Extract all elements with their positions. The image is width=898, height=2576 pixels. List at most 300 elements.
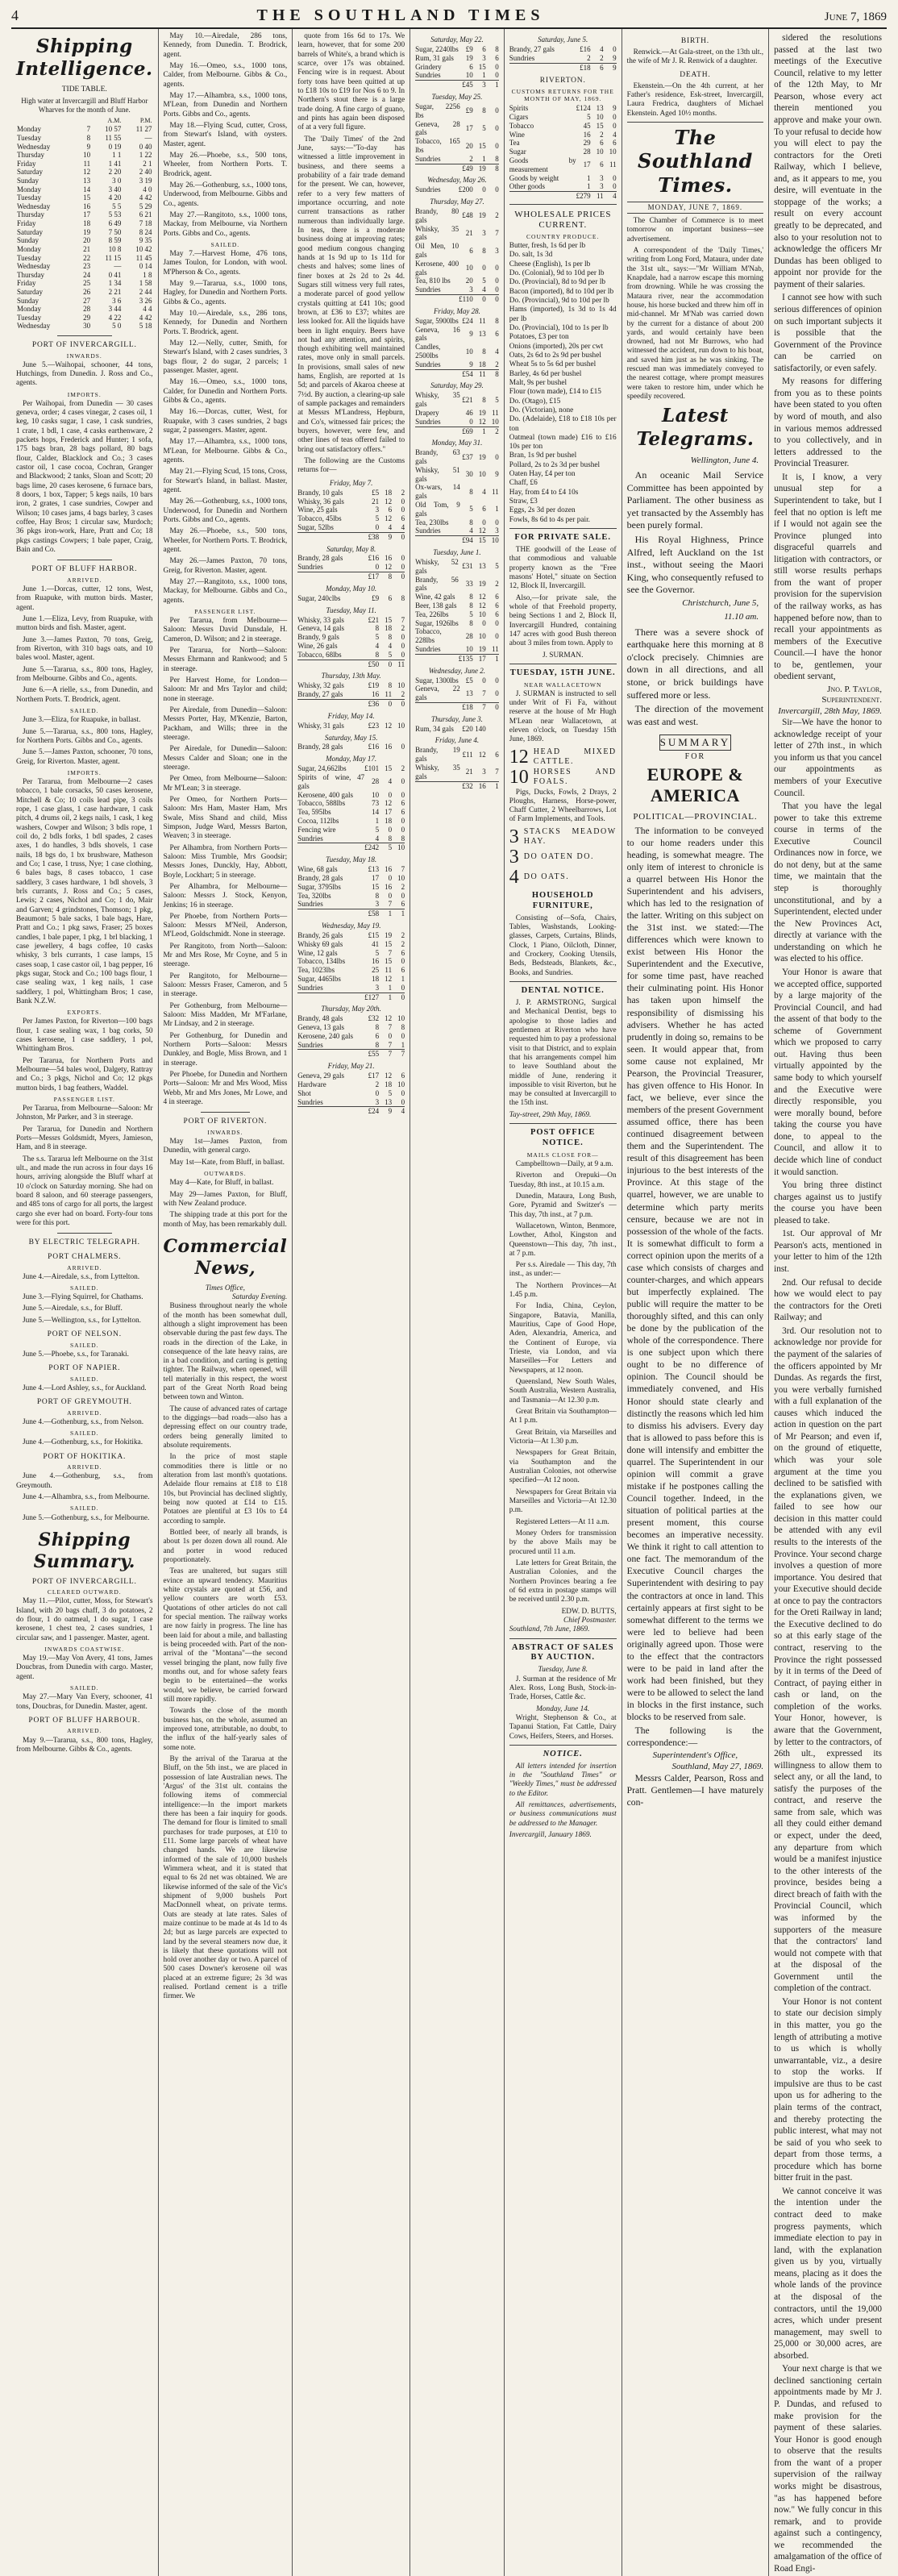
passenger-entry: Per Omeo, for Northern Ports—Saloon: Mrs Ham, Master Ham, Mrs Swale, Miss Shand and child, Miss Simpson, Judge Ward, Messrs Barton, Weaven; 3 in steerage. <box>163 795 288 841</box>
customs-table <box>297 931 405 1001</box>
customs-value: 6 <box>401 948 405 957</box>
telegram-text: An oceanic Mail Service Committee has been appointed by Parliament. The other business as yet transacted by the Assembly has been purely formal. <box>626 468 764 531</box>
tide-cell-pm: 3 19 <box>139 177 152 185</box>
customs-value: £11 <box>462 750 473 759</box>
customs-row <box>509 156 617 174</box>
subheading: INWARDS COASTWISE. <box>44 1645 125 1653</box>
customs-value: 5 <box>482 277 486 285</box>
tide-cell-pm: 3 26 <box>139 296 152 305</box>
tide-cell-pm: 2 44 <box>139 287 152 296</box>
tide-cell-am: 4 22 <box>108 313 122 322</box>
customs-total: 7 <box>392 1050 405 1059</box>
tide-cell-d: Thursday <box>17 270 44 279</box>
dateline: Wellington, June 4. <box>690 455 759 465</box>
price-item: Bacon (imported), 8d to 10d per lb <box>509 287 614 296</box>
tide-cell-am: 5 53 <box>108 210 122 219</box>
subheading: NEAR WALLACETOWN <box>524 680 602 689</box>
customs-value: 15 <box>478 62 486 71</box>
customs-total-row <box>415 536 499 545</box>
customs-value: 17 <box>465 123 473 132</box>
customs-value: 6 <box>469 62 473 71</box>
customs-row <box>297 722 405 730</box>
section-heading: BY ELECTRIC TELEGRAPH. <box>28 1238 140 1247</box>
customs-value: 0 <box>495 285 499 294</box>
customs-value: £13 <box>368 865 380 874</box>
customs-value: 1 <box>587 182 591 191</box>
customs-value: 10 <box>397 721 405 730</box>
advert-signature: EDW. D. BUTTS, <box>561 1607 617 1616</box>
shipping-entry: May 21.—Flying Scud, 15 tons, Cross, for Stewart's Island, in ballast. Master, agent. <box>163 468 288 494</box>
customs-total <box>297 1050 366 1059</box>
customs-total-row <box>415 295 499 304</box>
passenger-entry: Per Alhambra, for Melbourne—Saloon: Messrs J. Stock, Kenyon, Jenkins; 16 in steerage. <box>163 882 288 909</box>
customs-total <box>415 427 460 435</box>
customs-total: 11 <box>392 660 405 668</box>
lot-number: 3 <box>509 847 519 868</box>
customs-row <box>297 642 405 651</box>
customs-value: 19 <box>478 579 486 588</box>
day-heading: Monday, May 10. <box>326 584 377 593</box>
day-heading: Tuesday, May 11. <box>326 606 376 614</box>
article-paragraph: Towards the close of the month business has, on the whole, assumed an improved tone, attributable, no doubt, to the influx of the half-yearly sales of some note. <box>163 1707 288 1752</box>
customs-value: £48 <box>462 211 473 220</box>
customs-item: Brandy, 63 gals <box>415 448 460 466</box>
price-item: Hams (imported), 1s 3d to 1s 4d per lb <box>509 306 617 323</box>
tide-cell-am: 3 40 <box>108 185 122 194</box>
tide-row <box>16 160 153 169</box>
customs-item: Tea, 1023lbs <box>297 966 335 975</box>
customs-value: 0 <box>401 497 405 506</box>
passenger-entry: Per Tararua, for North—Saloon: Messrs Ehrmann and Rankwood; and 5 in steerage. <box>163 646 288 673</box>
tide-cell-pm: 4 0 <box>143 185 152 194</box>
dateline: Times Office, <box>205 1284 245 1292</box>
customs-row <box>297 1014 405 1023</box>
summary-label: SUMMARY <box>659 735 731 751</box>
customs-value: 8 <box>482 246 486 255</box>
customs-row <box>297 1098 405 1107</box>
customs-value: 0 <box>401 1097 405 1106</box>
price-item: Potatoes, £3 per ton <box>509 333 569 342</box>
customs-row <box>415 343 499 360</box>
customs-value: 3 <box>495 246 499 255</box>
customs-row <box>509 139 617 148</box>
shipping-entry: June 4.—Alhambra, s.s., from Melbourne. <box>23 1493 150 1502</box>
customs-value: 11 <box>385 690 393 699</box>
customs-item: Brandy, 9 gals <box>297 633 339 642</box>
customs-total: 9 <box>604 63 617 72</box>
customs-value: 3 <box>600 182 604 191</box>
customs-total: 1 <box>379 993 392 1001</box>
customs-row <box>297 690 405 699</box>
customs-table <box>297 681 405 708</box>
day-heading: Wednesday, June 2. <box>428 666 486 675</box>
customs-value: 8 <box>401 1023 405 1032</box>
customs-value: 6 <box>495 601 499 610</box>
customs-row <box>415 409 499 418</box>
shipping-entry: June 6.—A rielle, s.s., from Dunedin, and Northern Ports. T. Brodrick, agent. <box>16 686 153 704</box>
customs-value: 0 <box>495 264 499 273</box>
customs-value: 8 <box>375 624 380 633</box>
tide-cell-am: 6 49 <box>108 219 122 228</box>
customs-row <box>415 207 499 225</box>
customs-row <box>415 317 499 326</box>
customs-item: Hardware <box>297 1080 326 1089</box>
customs-value: 0 <box>401 641 405 650</box>
customs-value: 15 <box>385 615 393 624</box>
customs-table <box>415 448 499 545</box>
price-item: Pollard, 2s to 2s 3d per bushel <box>509 460 601 469</box>
customs-value: 18 <box>385 488 393 497</box>
customs-table <box>297 594 405 603</box>
customs-row <box>297 808 405 817</box>
shipping-entry: June 5.—Phoebe, s.s., for Taranaki. <box>23 1350 129 1359</box>
tide-row <box>16 271 153 280</box>
customs-value: 2 <box>587 53 591 62</box>
price-item: Eggs, 2s 3d per dozen <box>509 506 576 515</box>
tide-cell-am: 0 41 <box>108 270 122 279</box>
customs-value: 0 <box>495 106 499 115</box>
customs-value: 1 <box>401 974 405 983</box>
nameplate-date: MONDAY, JUNE 7, 1869. <box>627 202 763 214</box>
customs-table <box>297 1072 405 1116</box>
customs-value: 8 <box>375 650 380 659</box>
shipping-entry: Per Waihopai, from Dunedin — 30 cases geneva, order; 4 cases vinegar, 2 cases oil, 1 keg, 10 casks sugar, 1 case, 1 cask sundries, 1 crate, 1 bdl, 1 case, 4 casks earthenware, 2 packets hops, Frederick and Hunter; 1 sofa, 175 bags bran, 28 bags pollard, 80 bags flour, Calder, Blacklock and Co.; 3 cases castor oil, 1 case cocoa, Cochran, Granger and Blackwood; 2 tanks, Sloan and Scott; 20 bags lime, 20 cases kerosene, 6 furnace bars, 8 doors, 1 box, Tapper; 5 kegs nails, 10 bars iron, 2 grates, 1 case sundries, Cowper and Wilson; 10 cases jams, 4 bags barley, 3 cases coffee, Hay Bros; 1 circular saw, Murdoch; 36 pkgs iron-work, Hare, Pratt and Co; 18 pkgs castings Cowpers; 1 bale paper, Craig, Bain and Co. <box>16 399 153 555</box>
customs-value: 10 <box>478 631 486 640</box>
customs-total <box>297 1107 366 1116</box>
customs-table <box>297 554 405 581</box>
customs-row <box>297 834 405 843</box>
customs-value: 10 <box>465 644 473 653</box>
price-list <box>509 242 617 525</box>
letter-paragraph: Your Honor is not content to state our decision simply in this matter, you go the length of attributing a motive to us which is wholly unwarrantable, viz., a desire to stop the works. If impulsive are thus to be cast upon us for adhering to the plain terms of the contract, and thereby protecting the public interest, what may not be said of you who seek to depart from those terms, a procedure which has borne bitter fruit in the past. <box>774 1996 882 2183</box>
customs-row <box>297 957 405 966</box>
telegram-text: His Royal Highness, Prince Alfred, left Auckland on the 1st inst., without seeing the Maori King, who consequently refused to see the Governor. <box>626 533 764 596</box>
mail-close-item: Newspapers for Great Britain, via Southampton and the Australian Colonies, not otherwise specified—At 12 noon. <box>509 1449 617 1485</box>
customs-item: Sundries <box>297 834 323 843</box>
customs-value: 20 <box>465 141 473 150</box>
europe-america-heading: EUROPE & AMERICA <box>646 764 744 806</box>
passenger-entry: Per Alhambra, from Northern Ports—Saloon: Miss Trumble, Mrs Goodsir; Messrs Jones, Dunckly, Hay, Abbott, Boyle, Lockhart; 5 in steerage. <box>163 843 288 880</box>
lot-text: DO OATS. <box>523 872 570 882</box>
customs-total-row <box>297 572 405 581</box>
customs-item: Brandy, 27 gals <box>509 44 555 53</box>
customs-value: 20 <box>465 277 473 285</box>
customs-value: 10 <box>478 610 486 618</box>
customs-value: 5 <box>469 505 473 514</box>
notice-text: Ekenstein.—On the 4th current, at her Father's residence, Esk-street, Invercargill, Laura Fredrica, daughters of Michael Ekenstein. Aged 10½ months. <box>626 81 764 118</box>
tide-row <box>16 185 153 194</box>
customs-row <box>297 791 405 800</box>
day-heading: Friday, May 14. <box>327 711 375 720</box>
issue-date: June 7, 1869 <box>824 10 887 23</box>
article-paragraph: A correspondent of the 'Daily Times,' writing from Long Ford, Mataura, under date the 31st ult., says:—"Mr William M'Nab, Knapdale, had a narrow escape this morning from drowning. While he was crossing the Mataura river, near the accommodation house, his horse bucked and threw him off in mid-channel. Mr M'Nab was carried down by the current for a distance of about 200 yards, and would certainly have been drowned, had not Mr Burrows, who had witnessed the accident, run down to his boat, and saved him just as he was sinking. The rescued man was immediately conveyed to the nearest cottage, where prompt measures were taken to restore him, under which he speedily recovered. <box>626 246 764 402</box>
subheading: ARRIVED. <box>67 1727 102 1735</box>
customs-row <box>297 1032 405 1041</box>
customs-value: 21 <box>372 497 380 506</box>
advert-heading: FOR PRIVATE SALE. <box>514 533 612 543</box>
customs-value: 8 <box>375 1023 380 1032</box>
day-heading: Saturday, May 22. <box>430 35 484 44</box>
customs-value: 4 <box>375 641 380 650</box>
tide-cell-pm: 9 35 <box>139 236 152 245</box>
customs-value: 0 <box>469 417 473 426</box>
customs-value: 12 <box>385 514 393 523</box>
tide-cell-am: 10 57 <box>105 125 122 134</box>
customs-value: 8 <box>469 618 473 627</box>
customs-item: Whisky, 33 gals <box>297 615 344 624</box>
customs-value: 3 <box>375 506 380 514</box>
tide-row <box>16 236 153 245</box>
customs-value: £124 <box>576 104 591 113</box>
customs-item: Sundries <box>415 526 441 535</box>
subheading: SAILED. <box>210 240 240 248</box>
tide-cell-n: 11 <box>83 159 91 168</box>
customs-item: Sundries <box>297 563 323 572</box>
customs-value: 11 <box>492 487 499 496</box>
mail-close-item: Newspapers for Great Britain via Marseilles and Victoria—At 12.30 p.m. <box>509 1488 617 1515</box>
customs-total: £127 <box>364 993 380 1001</box>
customs-value: 4 <box>388 777 393 786</box>
customs-value: 0 <box>401 1031 405 1040</box>
customs-value: 2 <box>401 939 405 948</box>
customs-table <box>415 725 499 734</box>
customs-row <box>509 148 617 156</box>
customs-row <box>415 155 499 164</box>
customs-value: 0 <box>375 522 380 531</box>
tide-cell-n: 25 <box>83 279 91 288</box>
customs-total-row <box>415 781 499 790</box>
customs-item: Drapery <box>415 408 439 417</box>
subheading: SAILED. <box>69 1429 99 1438</box>
customs-value: 28 <box>372 777 380 786</box>
customs-row <box>415 242 499 260</box>
tide-row <box>16 297 153 306</box>
tide-row <box>16 305 153 314</box>
customs-total <box>297 699 366 708</box>
customs-item: Whisky 69 gals <box>297 939 343 948</box>
customs-total: 4 <box>604 192 617 201</box>
tide-cell-n: 21 <box>83 244 91 253</box>
letter-paragraph: We cannot conceive it was the intention under the contract deed to make progress payments, which immediate election to pay in land, with the explanation given us by you, virtually means, placing as it does the whole lands of the province at the disposal of the contractors, until the 19,000 acres, which under present management, may swell to 25,000 or 30,000 acres, are absorbed. <box>774 2186 882 2361</box>
customs-total <box>415 654 459 663</box>
customs-value: 2 <box>401 930 405 939</box>
customs-value: 18 <box>372 974 380 983</box>
tide-row <box>16 151 153 160</box>
customs-total: 8 <box>379 572 392 581</box>
advert-text: Pigs, Ducks, Fowls, 2 Drays, 2 Ploughs, Harness, Horse-power, Chaff Cutter, 2 Wheelbarrows, Lot of Farm Implements, and Tools. <box>509 788 617 824</box>
customs-total: 3 <box>473 81 486 89</box>
customs-row <box>297 865 405 874</box>
tide-cell-am: 8 59 <box>108 236 122 245</box>
customs-value: 0 <box>401 825 405 834</box>
customs-value: £200 <box>458 185 473 194</box>
mail-close-item: Per s.s. Airedale — This day, 7th inst., as under:— <box>509 1261 617 1279</box>
advert-text: J. SURMAN is instructed to sell under Writ of Fi Fa, without reserve at the house of Mr Hugh M'Lean near Wallacetown, at eleven o'clock, on Tuesday 15th June, 1869. <box>509 689 617 744</box>
shipping-entry: Per James Paxton, for Riverton—100 bags flour, 1 case sealing wax, 1 bag corks, 50 cases kerosene, 1 case saddlery, 1 pol, Whittingham Bros. <box>16 1017 153 1054</box>
price-item: Do. (Adelaide), £18 to £18 10s per ton <box>509 415 617 433</box>
customs-value: 5 <box>482 123 486 132</box>
customs-value: 140 <box>475 724 486 733</box>
shipping-entry: May 18.—Flying Scud, cutter, Cross, from Stewart's Island, with oysters. Master, agent. <box>163 121 288 148</box>
customs-item: Sundries <box>297 983 323 992</box>
letter-date: Invercargill, 28th May, 1869. <box>778 705 882 716</box>
tide-cell-pm: 8 24 <box>139 227 152 236</box>
tide-cell-am: 5 5 <box>112 202 122 210</box>
customs-value: 8 <box>388 681 393 690</box>
customs-item: Sugar, 5900lbs <box>415 316 459 325</box>
shipping-entry: May 19.—May Von Avery, 41 tons, James Doucbras, from Dunedin with cargo. Master, agent. <box>16 1654 153 1681</box>
customs-row <box>297 506 405 514</box>
customs-value: 8 <box>482 347 486 356</box>
customs-value: 10 <box>372 790 380 799</box>
customs-total-row <box>297 660 405 668</box>
auction-lot <box>509 827 617 847</box>
tide-cell-n: 26 <box>83 287 91 296</box>
section-heading: PORT OF RIVERTON. <box>183 1117 268 1126</box>
customs-item: Tea <box>509 139 520 148</box>
customs-value: 1 <box>482 154 486 163</box>
customs-value: £23 <box>368 721 380 730</box>
customs-value <box>486 725 499 734</box>
subheading: CUSTOMS RETURNS FOR THE MONTH OF MAY, 1869. <box>511 87 614 103</box>
customs-item: Tea, 230lbs <box>415 518 449 526</box>
advert-signature: J. SURMAN. <box>543 651 584 660</box>
tide-cell-d: Sunday <box>17 236 39 245</box>
customs-total: £54 <box>460 369 473 378</box>
customs-value: 4 <box>482 285 486 294</box>
customs-row <box>297 1089 405 1098</box>
customs-value: 0 <box>495 123 499 132</box>
customs-value: £9 <box>465 106 473 115</box>
customs-value: 11 <box>492 408 499 417</box>
customs-row <box>297 966 405 975</box>
passenger-entry: Per Phoebe, from Northern Ports—Saloon: Messrs M'Neil, Anderson, M'Leod, Goldschmidt. None in steerage. <box>163 912 288 939</box>
customs-total: 15 <box>473 536 486 545</box>
tide-cell-n: 28 <box>83 305 91 314</box>
subheading: CLEARED OUTWARD. <box>47 1588 122 1596</box>
mail-close-item: Money Orders for transmission by the above Mails may be procured until 11 a.m. <box>509 1529 617 1556</box>
customs-value: 12 <box>385 1014 393 1023</box>
subheading: ARRIVED. <box>67 1263 102 1271</box>
customs-value: 13 <box>596 104 604 113</box>
customs-value: 12 <box>478 601 486 610</box>
tide-am-header: A.M. <box>107 116 122 124</box>
customs-value: 4 <box>401 522 405 531</box>
customs-value: 12 <box>385 799 393 808</box>
customs-total: 0 <box>392 572 405 581</box>
customs-value: 28 <box>583 148 591 156</box>
notice-text: Renwick.—At Gala-street, on the 13th ult., the wife of Mr J. R. Renwick of a daughter. <box>626 48 764 65</box>
commercial-news-heading: Commercial News, <box>163 1235 288 1279</box>
customs-row <box>415 418 499 427</box>
customs-row <box>415 120 499 138</box>
customs-item: Cocoa, 112lbs <box>297 817 339 826</box>
customs-total: 7 <box>473 702 486 711</box>
passenger-entry: Per Airedale, from Dunedin—Saloon: Messrs Porter, Hay, M'Kenzie, Barton, Packham, and Wills; three in the steerage. <box>163 705 288 742</box>
subheading: INWARDS. <box>66 352 102 360</box>
customs-total-row <box>297 909 405 918</box>
customs-value: 15 <box>596 121 604 130</box>
customs-item: Tobacco, 228lbs <box>415 627 442 645</box>
customs-item: Tobacco <box>509 121 534 130</box>
customs-total: £24 <box>366 1107 379 1116</box>
lot-text: DO OATEN DO. <box>523 852 594 862</box>
customs-item: Brandy, 48 gals <box>297 1014 343 1023</box>
tide-cell-d: Friday <box>17 159 36 168</box>
shipping-entry: Per Tararua, from Melbourne—2 cases tobacco, 1 bale corsacks, 50 cases kerosene, Mitchell & Co; 10 coils lead pipe, 3 coils rope, 1 case glass, 1 case hardware, 1 cask pitch, 4 drums oil, 2 kegs nails, 1 cask, 1 keg washers, Cowper and Wilson; 3 bdls rope, 1 coil do, 2 bdls forks, 1 bdl spades, 2 cases axes, 1 do handles, 3 bdls shovels, 1 case nails, 18 bgs do, 1 bx brushware, Matheson and Co; 1 case, 1 truss, Nye; 1 case clothing, 6 bales bags, 8 cases tobacco, 1 case saddlery, 3 cases hardware, 1 bdl shovels, 3 brls currants, J. Ross and Co.; 5 cases, Lewis; 2 cases, Nichol and Co; 1 do, Mair and Garven; 4 grindstones, Thomson; 1 pkg, Beaumont; 5 bale sacks, 1 bale bags, Hare, Pratt and Co.; 1 pkg saws, Fraser; 25 boxes candles, 1 bale paper, 1 pkg, 1 brl blacking, 1 case jewellery, 4 bags coffee, 10 casks whisky, 3 brls currants, 1 case lamps, 15 cases soap, 1 case castor oil, 1 bag pepper, 16 pkgs sugar, Stock and Co.; 100 bags flour, 1 case sealing wax, 1 keg nails, 1 case saddlery, 1 pol, Whittingham Bros; 1 case, Bank N.Z.W. <box>16 777 153 1005</box>
customs-row <box>297 1041 405 1050</box>
article-paragraph: By the arrival of the Tararua at the Bluff, on the 5th inst., we are placed in possession of late Australian news. The 'Argus' of the 31st ult. contains the following items of commercial intelligence:—In the import markets there has been a fair inquiry for goods. The demand for flour is limited to small purchases for trade purposes, at £10 to £11. Some large parcels of wheat have changed hands. We are likewise informed of the sale of 10,000 bushels Wimmera wheat, and it is stated that equal to 6s 2d net was obtained. We are likewise informed of the sale of the Vic's shipment of 9,000 bushels Port MacDonnell wheat, on private terms. Oats are steady at late rates. Sales of maize continue to be made at 4s 1d to 4s 2d; but as large parcels are expected to land by the several steamers now due, it is likely that these quotations will not hold over another day or two. A parcel of 500 cases Downer's kerosene oil was placed at an extreme figure; 2s 3d was realised. Portland cement is a trifle firmer. We <box>163 1754 288 2001</box>
tide-cell-pm: 0 40 <box>139 142 152 151</box>
customs-value: 6 <box>495 750 499 759</box>
article-paragraph: The 'Daily Times' of the 2nd June, says:—"To-day has witnessed a little improvement in business, and there seems a probability of a fair trade demand for the present. We can, however, refer to a very few matters of importance occurring, and note current transactions as rather numerous than individually large. In teas, there is a moderate business doing at improving rates; good medium congous changing hands at 1s 9d up to 1s 11d for chests and halves; some lines of finer boxes at 2s 2d to 2s 4d. Sugars still witness very full rates, a moderate parcel of good yellow crystals quitting at £41 10s; good brown, at £36 to £37; whites are less looked for. All the liquids have been in light enquiry. Beers have not had any attention, and spirits, though exhibiting well maintained rates, move only in small parcels. In provisions, small sales of new hams, English, are reported at 1s 5d; and parcels of Akaroa cheese at 7½d. By auction, a clearing-up sale of sample packages and remainders at Messrs M'Landress, Hepburn, and Co's, witnessed fair prices; the buyers, however, were few, and other lines of teas offered failed to bring out satisfactory offers." <box>297 135 405 454</box>
tide-cell-pm: 4 42 <box>139 313 152 322</box>
customs-item: Sundries <box>415 285 441 294</box>
day-heading: Monday, June 14. <box>536 1704 590 1713</box>
price-item: Fowls, 8s 6d to 4s per pair. <box>509 515 590 524</box>
tide-cell-d: Saturday <box>17 168 43 177</box>
tide-cell-n: 18 <box>83 219 91 228</box>
customs-value: 3 <box>495 526 499 535</box>
customs-value: 5 <box>375 514 380 523</box>
letter-paragraph: 1st. Our approval of Mr Pearson's acts, mentioned in your letter to him of the 12th inst. <box>774 1229 882 1275</box>
subheading: COUNTRY PRODUCE. <box>526 232 600 240</box>
customs-value: 0 <box>401 506 405 514</box>
customs-value: 19 <box>478 644 486 653</box>
customs-row <box>297 773 405 791</box>
tide-cell-d: Wednesday <box>17 142 51 151</box>
customs-row <box>415 593 499 601</box>
shipping-entry: May 10.—Airedale, 286 tons, Kennedy, from Dunedin. T. Brodrick, agent. <box>163 32 288 59</box>
customs-value: £16 <box>580 44 591 53</box>
shipping-entry: June 4.—Lord Ashley, s.s., for Auckland. <box>23 1384 147 1392</box>
paper-title: THE SOUTHLAND TIMES <box>256 6 545 24</box>
tide-row <box>16 194 153 202</box>
customs-item: Sugar, 1300lbs <box>415 676 459 685</box>
customs-item: Fencing wire <box>297 825 336 834</box>
customs-table <box>415 102 499 173</box>
letter-paragraph: Sir—We have the honor to acknowledge receipt of your letter of 27th inst., in which you inform us that you cancel our appointments as members of your Executive Council. <box>774 718 882 798</box>
customs-item: Spirits of wine, 47 gals <box>297 773 365 790</box>
advert-signature-title: Chief Postmaster. <box>563 1616 617 1625</box>
customs-value: 2 <box>600 53 604 62</box>
customs-value: 2 <box>401 690 405 699</box>
customs-item: Grindery <box>415 62 442 71</box>
letter-paragraph: I cannot see how with such serious differences of opinion on such important subjects it is possible that the Government of the Province can be carried on satisfactorily, or even safely. <box>774 293 882 373</box>
customs-value: 8 <box>469 593 473 601</box>
article-paragraph: In the price of most staple commodities there is little or no alteration from last month's quotations. Adelaide flour remains at £18 to £18 10s, but Provincial has declined slightly, being now quoted at £14 to £15. Potatoes are plentiful at £3 10s to £4 according to sample. <box>163 1453 288 1525</box>
tide-row <box>16 314 153 323</box>
customs-value: 9 <box>469 329 473 338</box>
customs-total: 0 <box>392 699 405 708</box>
lot-text: HEAD MIXED CATTLE. <box>533 747 617 766</box>
customs-table <box>297 764 405 852</box>
tide-row <box>16 202 153 211</box>
customs-row <box>297 563 405 572</box>
advert-heading: DENTAL NOTICE. <box>521 986 605 996</box>
tide-row <box>16 177 153 185</box>
customs-value: 18 <box>385 1080 393 1089</box>
customs-value: 3 <box>375 1097 380 1106</box>
customs-value: £19 <box>368 681 380 690</box>
customs-value: 5 <box>375 825 380 834</box>
customs-item: Sugar, 1926lbs <box>415 618 459 627</box>
customs-item: Sundries <box>415 644 441 653</box>
customs-total: 17 <box>473 654 486 663</box>
tide-cell-am: 7 50 <box>108 227 122 236</box>
mail-close-item: Great Britain, via Marseilles and Victoria—At 1.30 p.m. <box>509 1428 617 1446</box>
customs-value: 11 <box>609 160 617 169</box>
